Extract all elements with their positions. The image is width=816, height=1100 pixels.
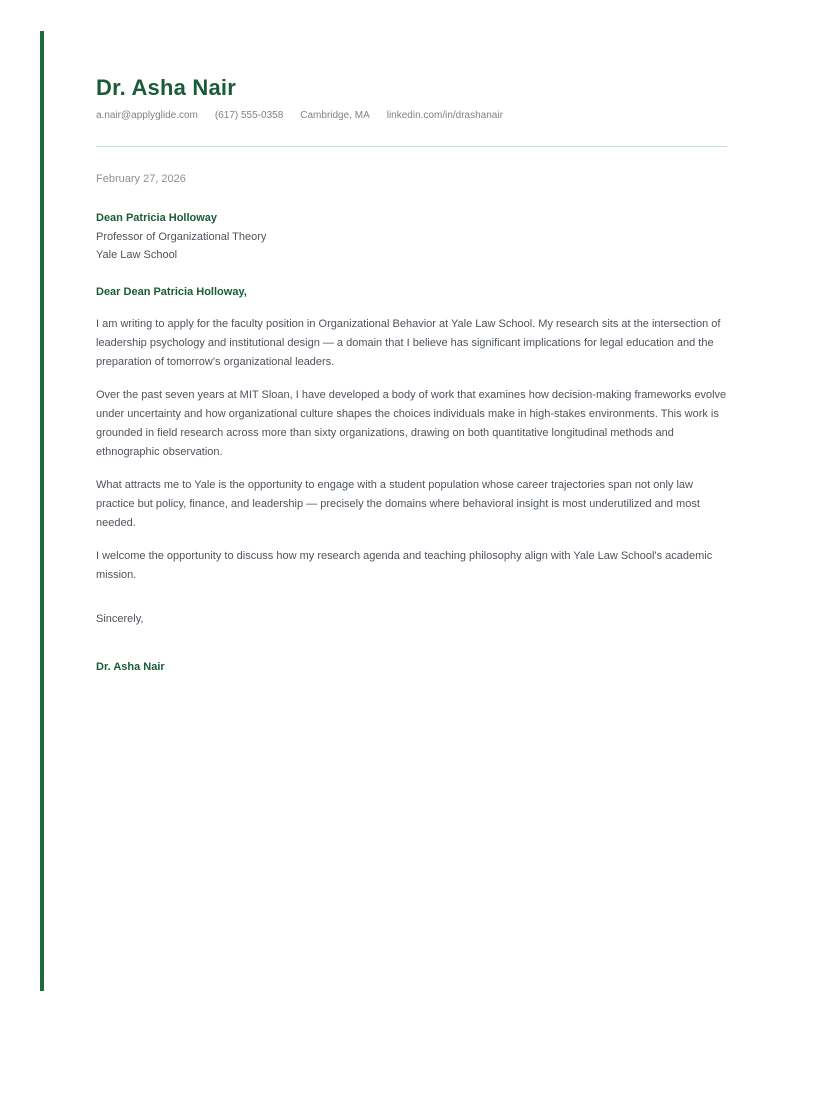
contact-info-row <box>96 109 727 122</box>
letter-date: February 27, 2026 <box>96 173 186 186</box>
salutation: Dear Dean Patricia Holloway, <box>96 285 247 298</box>
contact-linkedin: linkedin.com/in/drashanair <box>386 110 503 122</box>
body-paragraph-2: Over the past seven years at MIT Sloan, I have developed a body of work that examines how decision-making frameworks evolve under uncertainty and how organizational culture shapes the choices individuals make in high-stakes environments. This work is grounded in field research across more than sixty organizations, drawing on both quantitative longitudinal methods and ethnographic observation. <box>96 388 727 458</box>
contact-location: Cambridge, MA <box>300 110 370 122</box>
recipient-block <box>96 209 727 265</box>
recipient-name: Dean Patricia Holloway <box>96 212 218 225</box>
body-paragraph-1: I am writing to apply for the faculty position in Organizational Behavior at Yale Law School. My research sits at the intersection of leadership psychology and institutional design — a domain that I believe has significant implications for legal education and the preparation of tomorrow’s organizational leaders. <box>96 317 721 368</box>
recipient-title: Professor of Organizational Theory <box>96 230 267 243</box>
contact-email: a.nair@applyglide.com <box>96 110 198 122</box>
body-paragraph-4: I welcome the opportunity to discuss how my research agenda and teaching philosophy align with Yale Law School's academic mission. <box>96 549 713 581</box>
closing-line: Sincerely, <box>96 612 144 625</box>
letter-content <box>96 0 727 677</box>
left-accent-bar <box>40 31 44 991</box>
header-divider <box>96 146 727 147</box>
contact-phone: (617) 555-0358 <box>214 110 284 122</box>
recipient-institution: Yale Law School <box>96 249 178 262</box>
page-title: Dr. Asha Nair <box>96 75 236 100</box>
signature-name: Dr. Asha Nair <box>96 660 165 673</box>
body-paragraph-3: What attracts me to Yale is the opportunity to engage with a student population whose career trajectories span not only law practice but policy, finance, and leadership — precisely the domains where behavioral insight is most underutilized and most needed. <box>96 478 700 529</box>
